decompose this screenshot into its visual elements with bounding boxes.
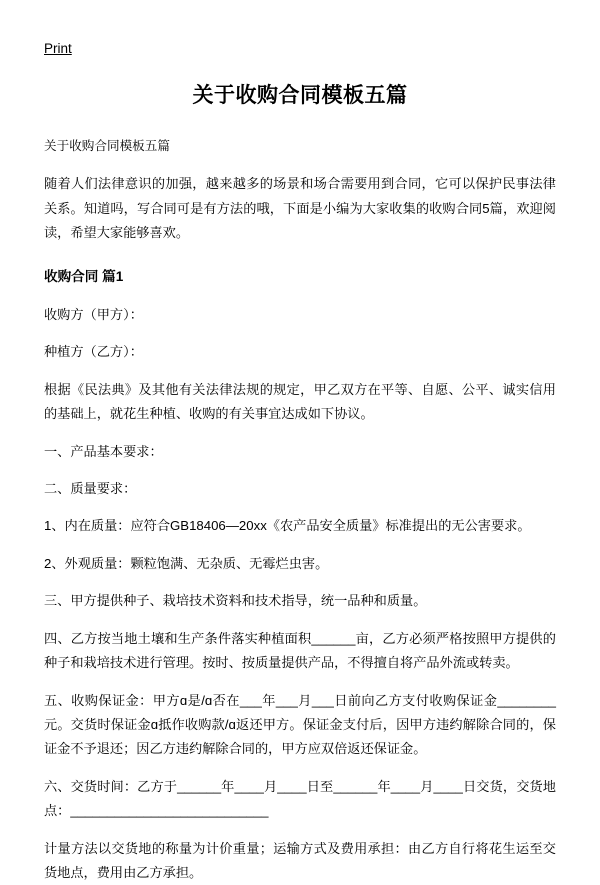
document-subtitle: 关于收购合同模板五篇: [44, 139, 170, 154]
paragraph-clause-2: 二、质量要求：: [44, 481, 137, 496]
paragraph-clause-1: 一、产品基本要求：: [44, 443, 163, 459]
paragraph-clause-6: 六、交货时间：乙方于______年____月____日至______年____月____日交货，交货地点：___________________________: [44, 778, 556, 819]
paragraph-clause-2-2: 2、外观质量：颗粒饱满、无杂质、无霉烂虫害。: [44, 555, 329, 571]
print-link[interactable]: Print: [44, 41, 72, 56]
section-heading: 收购合同 篇1: [44, 268, 124, 284]
paragraph-party-buyer: 收购方（甲方）：: [44, 306, 143, 322]
paragraph-clause-4: 四、乙方按当地土壤和生产条件落实种植面积______亩，乙方必须严格按照甲方提供的种子和栽培技术进行管理。按时、按质量提供产品，不得擅自将产品外流或转卖。: [44, 630, 556, 671]
paragraph-measurement: 计量方法以交货地的称量为计价重量；运输方式及费用承担：由乙方自行将花生运至交货地点，费用由乙方承担。: [44, 840, 556, 881]
paragraph-clause-3: 三、甲方提供种子、栽培技术资料和技术指导，统一品种和质量。: [44, 593, 427, 609]
document-body: [44, 135, 556, 885]
page-title: 关于收购合同模板五篇: [192, 84, 408, 108]
paragraph-clause-5: 五、收购保证金：甲方ɑ是/ɑ否在___年___月___日前向乙方支付收购保证金________元。交货时保证金ɑ抵作收购款/ɑ返还甲方。保证金支付后，因甲方违约解除合同的，保证金不予退还；因乙方违约解除合同的，甲方应双倍返还保证金。: [44, 692, 556, 757]
paragraph-party-grower: 种植方（乙方）：: [44, 344, 143, 360]
document-intro: 随着人们法律意识的加强，越来越多的场景和场合需要用到合同，它可以保护民事法律关系。知道吗，写合同可是有方法的哦，下面是小编为大家收集的收购合同5篇，欢迎阅读，希望大家能够喜欢。: [44, 176, 556, 241]
paragraph-clause-2-1: 1、内在质量：应符合GB18406—20xx《农产品安全质量》标准提出的无公害要求。: [44, 518, 531, 534]
paragraph-legal-basis: 根据《民法典》及其他有关法律法规的规定，甲乙双方在平等、自愿、公平、诚实信用的基础上，就花生种植、收购的有关事宜达成如下协议。: [44, 381, 556, 422]
